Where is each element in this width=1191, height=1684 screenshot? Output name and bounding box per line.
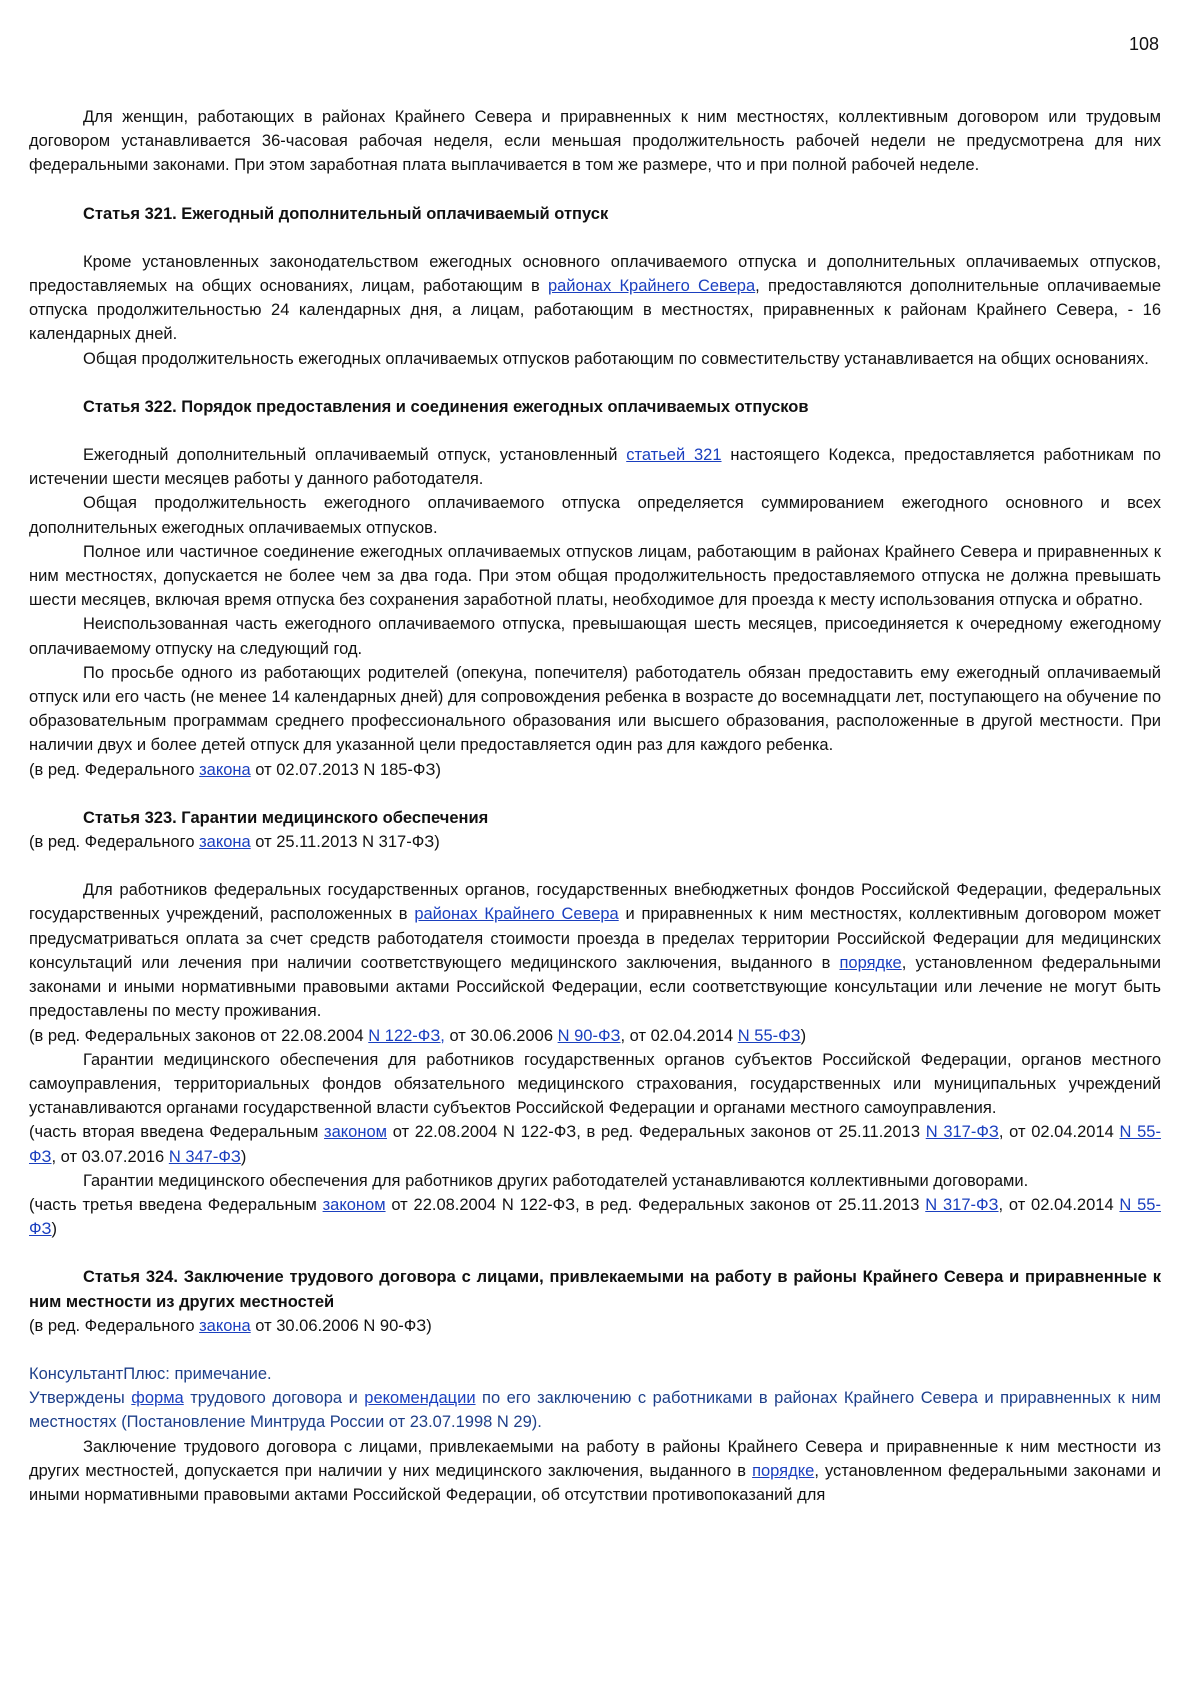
link-law[interactable]: закона xyxy=(199,760,251,779)
link-procedure[interactable]: порядке xyxy=(839,953,902,972)
article-324-edition-note: (в ред. Федерального закона от 30.06.2006 N 90-ФЗ) xyxy=(29,1316,432,1335)
article-322-edition-note: (в ред. Федерального закона от 02.07.2013 N 185-ФЗ) xyxy=(29,760,441,779)
article-321-title: Статья 321. Ежегодный дополнительный оплачиваемый отпуск xyxy=(83,204,609,223)
link-form[interactable]: форма xyxy=(131,1389,184,1408)
article-323-edition-note-4: (часть третья введена Федеральным законом от 22.08.2004 N 122-ФЗ, в ред. Федеральных законов от 25.11.2013 N 317-ФЗ, от 02.04.2014 N 55-ФЗ) xyxy=(29,1195,1161,1239)
link-law-55[interactable]: N 55-ФЗ xyxy=(737,1026,801,1045)
article-322-paragraph-2: Общая продолжительность ежегодного оплачиваемого отпуска определяется суммированием ежегодного основного и всех дополнительных ежегодных оплачиваемых отпусков. xyxy=(29,494,1161,537)
article-323-paragraph-1: Для работников федеральных государственных органов, государственных внебюджетных фондов Российской Федерации, федеральных государственных учреждений, расположенных в районах Крайнего Севера и приравненных к ним местностях, коллективным договором может предусматриваться оплата за счет средств работодателя стоимости проезда в пределах территории Российской Федерации для медицинских консультаций или лечения при наличии соответствующего медицинского заключения, выданного в порядке, установленном федеральными законами и иными нормативными правовыми актами Российской Федерации, если соответствующие консультации или лечение не могут быть предоставлены по месту проживания. xyxy=(29,881,1161,1021)
link-recommendations[interactable]: рекомендации xyxy=(364,1389,476,1408)
link-law[interactable]: закона xyxy=(199,1316,251,1335)
document-body xyxy=(29,105,1161,1507)
article-322-paragraph-3: Полное или частичное соединение ежегодных оплачиваемых отпусков лицам, работающим в районах Крайнего Севера и приравненных к ним местностях, допускается не более чем за два года. При этом общая продолжительность предоставляемого отпуска не должна превышать шести месяцев, включая время отпуска без сохранения заработной платы, необходимое для проезда к месту использования отпуска и обратно. xyxy=(29,542,1161,610)
consultant-note-text: Утверждены форма трудового договора и рекомендации по его заключению с работниками в районах Крайнего Севера и приравненных к ним местностях (Постановление Минтруда России от 23.07.1998 N 29). xyxy=(29,1389,1161,1432)
article-321-paragraph-2: Общая продолжительность ежегодных оплачиваемых отпусков работающим по совместительству устанавливается на общих основаниях. xyxy=(83,349,1149,368)
page-number: 108 xyxy=(1128,34,1159,54)
article-323-paragraph-2: Гарантии медицинского обеспечения для работников государственных органов субъектов Российской Федерации, органов местного самоуправления, территориальных фондов обязательного медицинского страхования, государственных или муниципальных учреждений устанавливаются органами государственной власти субъектов Российской Федерации и органами местного самоуправления. xyxy=(29,1050,1161,1118)
link-law-317[interactable]: N 317-ФЗ xyxy=(925,1195,999,1214)
link-law-55[interactable]: N 55-ФЗ xyxy=(29,1195,1161,1239)
link-law[interactable]: закона xyxy=(199,833,251,852)
consultant-note-heading: КонсультантПлюс: примечание. xyxy=(29,1364,272,1383)
link-article-321[interactable]: статьей 321 xyxy=(626,446,722,465)
article-322-paragraph-1: Ежегодный дополнительный оплачиваемый отпуск, установленный статьей 321 настоящего Кодекса, предоставляется работникам по истечении шести месяцев работы у данного работодателя. xyxy=(29,446,1161,489)
link-law-122[interactable]: N 122-ФЗ, xyxy=(368,1026,445,1045)
paragraph-women-workweek: Для женщин, работающих в районах Крайнего Севера и приравненных к ним местностях, коллективным договором или трудовым договором устанавливается 36-часовая рабочая неделя, если меньшая продолжительность рабочей недели не предусмотрена для них федеральными законами. При этом заработная плата выплачивается в том же размере, что и при полной рабочей неделе. xyxy=(29,108,1161,175)
article-322-paragraph-4: Неиспользованная часть ежегодного оплачиваемого отпуска, превышающая шесть месяцев, присоединяется к очередному ежегодному оплачиваемому отпуску на следующий год. xyxy=(29,615,1161,658)
article-324-title: Статья 324. Заключение трудового договора с лицами, привлекаемыми на работу в районы Крайнего Севера и приравненные к ним местности из других местностей xyxy=(29,1268,1161,1311)
link-law-317[interactable]: N 317-ФЗ xyxy=(925,1123,999,1142)
link-law-347[interactable]: N 347-ФЗ xyxy=(168,1147,241,1166)
article-322-paragraph-5: По просьбе одного из работающих родителей (опекуна, попечителя) работодатель обязан предоставить ему ежегодный оплачиваемый отпуск или его часть (не менее 14 календарных дней) для сопровождения ребенка в возрасте до восемнадцати лет, поступающего на обучение по образовательным программам среднего профессионального образования или высшего образования, расположенные в другой местности. При наличии двух и более детей отпуск для указанной цели предоставляется один раз для каждого ребенка. xyxy=(29,663,1161,755)
article-323-title: Статья 323. Гарантии медицинского обеспечения xyxy=(83,808,489,827)
article-323-edition-note: (в ред. Федерального закона от 25.11.2013 N 317-ФЗ) xyxy=(29,833,440,852)
link-law[interactable]: законом xyxy=(324,1123,387,1142)
link-far-north-regions[interactable]: районах Крайнего Севера xyxy=(547,277,756,296)
article-322-title: Статья 322. Порядок предоставления и соединения ежегодных оплачиваемых отпусков xyxy=(83,397,809,416)
link-law-90[interactable]: N 90-ФЗ xyxy=(557,1026,621,1045)
link-procedure[interactable]: порядке xyxy=(752,1461,815,1480)
article-323-paragraph-3: Гарантии медицинского обеспечения для работников других работодателей устанавливаются коллективными договорами. xyxy=(83,1171,1029,1190)
article-323-edition-note-3: (часть вторая введена Федеральным законом от 22.08.2004 N 122-ФЗ, в ред. Федеральных законов от 25.11.2013 N 317-ФЗ, от 02.04.2014 N 55-ФЗ, от 03.07.2016 N 347-ФЗ) xyxy=(29,1123,1161,1166)
article-321-paragraph-1: Кроме установленных законодательством ежегодных основного оплачиваемого отпуска и дополнительных оплачиваемых отпусков, предоставляемых на общих основаниях, лицам, работающим в районах Крайнего Севера, предоставляются дополнительные оплачиваемые отпуска продолжительностью 24 календарных дня, а лицам, работающим в местностях, приравненных к районам Крайнего Севера, - 16 календарных дней. xyxy=(29,252,1161,344)
link-law[interactable]: законом xyxy=(322,1195,386,1214)
article-323-edition-note-2: (в ред. Федеральных законов от 22.08.2004 N 122-ФЗ, от 30.06.2006 N 90-ФЗ, от 02.04.2014 N 55-ФЗ) xyxy=(29,1026,807,1045)
article-324-paragraph-1: Заключение трудового договора с лицами, привлекаемыми на работу в районы Крайнего Севера и приравненные к ним местности из других местностей, допускается при наличии у них медицинского заключения, выданного в порядке, установленном федеральными законами и иными нормативными правовыми актами Российской Федерации, об отсутствии противопоказаний для xyxy=(29,1437,1161,1504)
link-far-north-regions[interactable]: районах Крайнего Севера xyxy=(414,905,619,924)
link-law-55[interactable]: N 55-ФЗ xyxy=(29,1123,1161,1166)
